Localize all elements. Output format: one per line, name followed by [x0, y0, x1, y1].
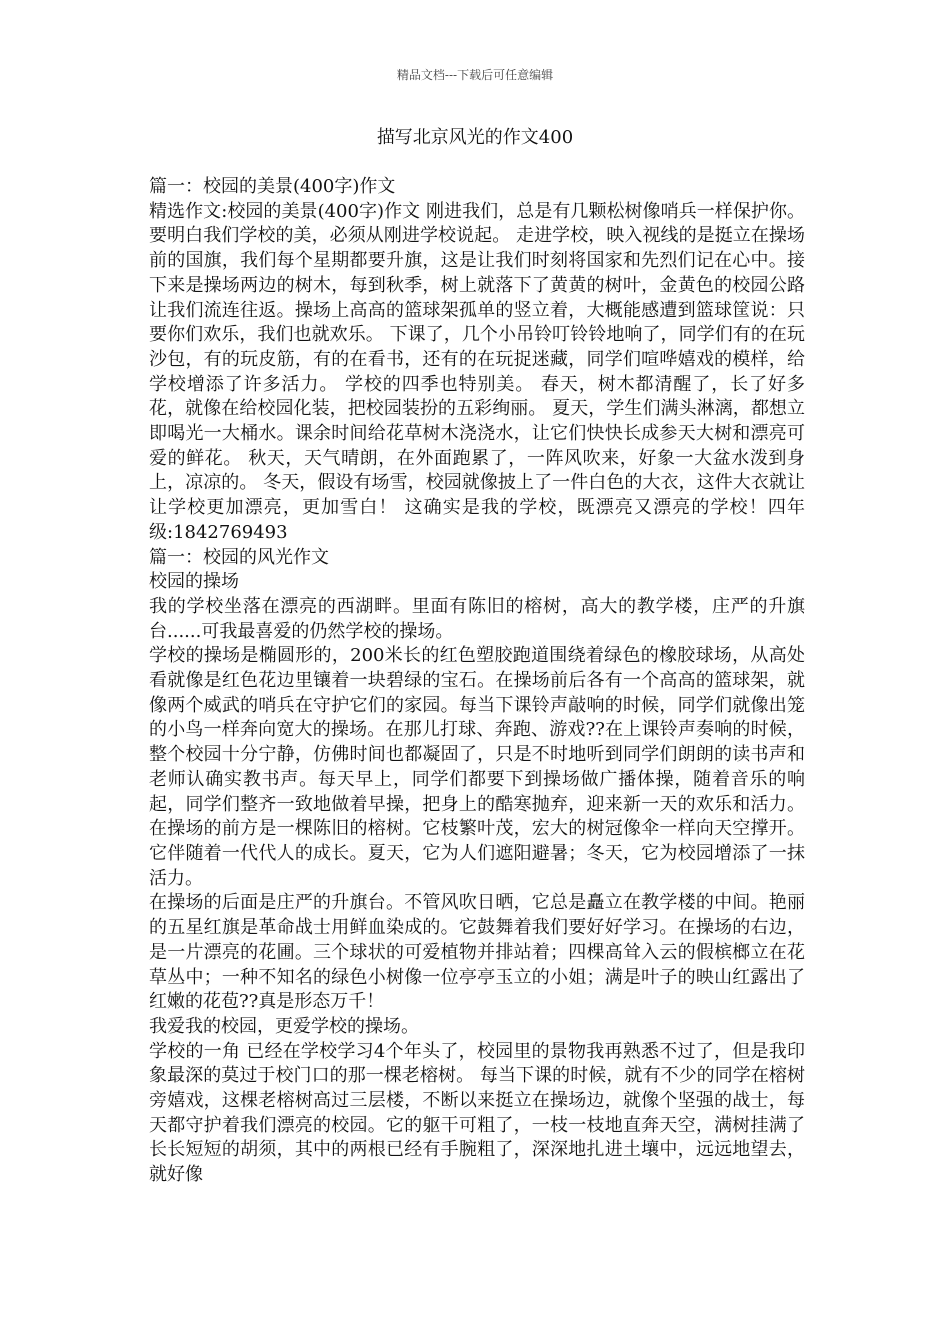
page-header: 精品文档---下载后可任意编辑 [396, 68, 554, 82]
paragraph-2: 我的学校坐落在漂亮的西湖畔。里面有陈旧的榕树，高大的教学楼，庄严的升旗台......可我最喜爱的仍然学校的操场。 [149, 595, 805, 642]
section-heading-2: 篇一：校园的风光作文 [149, 546, 329, 568]
paragraph-1: 精选作文:校园的美景(400字)作文 刚进我们，总是有几颗松树像哨兵一样保护你。要明白我们学校的美，必须从刚进学校说起。 走进学校，映入视线的是挺立在操场前的国旗，我们每个星期都要升旗，这是让我们时刻将国家和先烈们记在心中。接下来是操场两边的树木，每到秋季，树上就落下了黄黄的树叶，金黄色的校园公路让我们流连往返。操场上高高的篮球架孤单的竖立着，大概能感遭到篮球筐说：只要你们欢乐，我们也就欢乐。 下课了，几个小吊铃叮铃铃地响了，同学们有的在玩沙包，有的玩皮筋，有的在看书，还有的在玩捉迷藏，同学们喧哗嬉戏的模样，给学校增添了许多活力。 学校的四季也特别美。 春天，树木都清醒了，长了好多花，就像在给校园化装，把校园装扮的五彩绚丽。 夏天，学生们满头淋漓，都想立即喝光一大桶水。课余时间给花草树木浇浇水，让它们快快长成参天大树和漂亮可爱的鲜花。 秋天，天气晴朗，在外面跑累了，一阵风吹来，好象一大盆水泼到身上，凉凉的。 冬天，假设有场雪，校园就像披上了一件白色的大衣，这件大衣就让让学校更加漂亮，更加雪白！ 这确实是我的学校，既漂亮又漂亮的学校！四年级:1842769493 [149, 200, 805, 543]
paragraph-6: 学校的一角 已经在学校学习4个年头了，校园里的景物我再熟悉不过了，但是我印象最深的莫过于校门口的那一棵老榕树。 每当下课的时候，就有不少的同学在榕树旁嬉戏，这棵老榕树高过三层楼，不断以来挺立在操场边，就像个坚强的战士，每天都守护着我们漂亮的校园。它的躯干可粗了，一枝一枝地直奔天空，满树挂满了长长短短的胡须，其中的两根已经有手腕粗了，深深地扎进土壤中，远远地望去，就好像 [149, 1040, 805, 1186]
paragraph-3: 学校的操场是椭圆形的，200米长的红色塑胶跑道围绕着绿色的橡胶球场，从高处看就像是红色花边里镶着一块碧绿的宝石。在操场前后各有一个高高的篮球架，就像两个威武的哨兵在守护它们的家园。每当下课铃声敲响的时候，同学们就像出笼的小鸟一样奔向宽大的操场。在那儿打球、奔跑、游戏??在上课铃声奏响的时候，整个校园十分宁静，仿佛时间也都凝固了，只是不时地听到同学们朗朗的读书声和老师认确实教书声。每天早上，同学们都要下到操场做广播体操，随着音乐的响起，同学们整齐一致地做着早操，把身上的酷寒抛弃，迎来新一天的欢乐和活力。 在操场的前方是一棵陈旧的榕树。它枝繁叶茂，宏大的树冠像伞一样向天空撑开。它伴随着一代代人的成长。夏天，它为人们遮阳避暑；冬天，它为校园增添了一抹活力。 [149, 645, 805, 889]
paragraph-4: 在操场的后面是庄严的升旗台。不管风吹日晒，它总是矗立在教学楼的中间。艳丽的五星红旗是革命战士用鲜血染成的。它鼓舞着我们要好好学习。在操场的右边，是一片漂亮的花圃。三个球状的可爱植物并排站着；四棵高耸入云的假槟榔立在花草丛中；一种不知名的绿色小树像一位亭亭玉立的小姐；满是叶子的映山红露出了红嫩的花苞??真是形态万千！ [149, 892, 805, 1013]
document-body [149, 175, 805, 1188]
subsection-heading: 校园的操场 [149, 571, 239, 593]
section-heading-1: 篇一：校园的美景(400字)作文 [149, 176, 396, 197]
document-title: 描写北京风光的作文400 [376, 127, 574, 148]
paragraph-5: 我爱我的校园，更爱学校的操场。 [149, 1015, 419, 1037]
